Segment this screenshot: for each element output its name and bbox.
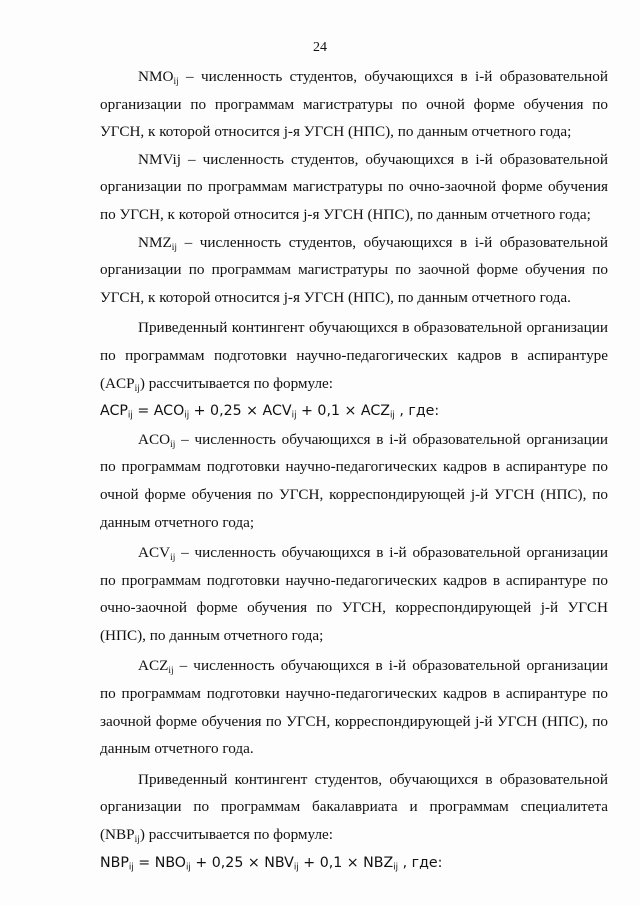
paragraph-nbp-intro: Приведенный контингент студентов, обучающихся в образовательной организации по программам бакалавриата и программам специалитета $(NBP_{ij})$ рассчитывается по формуле: (100, 770, 608, 845)
definition-acz: $ACZ_{ij}$ – численность обучающихся в i-й образовательной организации по программам подготовки научно-педагогических кадров в аспирантуре по заочной форме обучения по УГСН, корреспондирующей j-й УГСН (НПС), по данным отчетного года. (100, 657, 608, 758)
definition-nmz: $NMZ_{ij}$ – численность студентов, обучающихся в i-й образовательной организации по программам магистратуры по заочной форме обучения по УГСН, к которой относится j-я УГСН (НПС), по данным отчетного года. (100, 233, 608, 306)
definition-nmv: NMVij – численность студентов, обучающихся в i-й образовательной организации по программам магистратуры по очно-заочной форме обучения по УГСН, к которой относится j-я УГСН (НПС), по данным отчетного года; (100, 150, 608, 223)
formula-acp: $ACP_{ij} = ACO_{ij} + 0,25 \times ACV_{ij} + 0,1 \times ACZ_{ij}$ , где: (100, 403, 440, 421)
paragraph-acp-intro: Приведенный контингент обучающихся в образовательной организации по программам подготовки научно-педагогических кадров в аспирантуре $(ACP_{ij})$ рассчитывается по формуле: (100, 319, 608, 394)
definition-aco: $ACO_{ij}$ – численность обучающихся в i-й образовательной организации по программам подготовки научно-педагогических кадров в аспирантуре по очной форме обучения по УГСН, корреспондирующей j-й УГСН (НПС), по данным отчетного года; (100, 430, 608, 531)
document-body (100, 63, 608, 877)
page-number: 24 (313, 40, 327, 55)
formula-nbp: $NBP_{ij} = NBO_{ij} + 0,25 \times NBV_{ij} + 0,1 \times NBZ_{ij}$ , где: (100, 854, 443, 873)
definition-nmo: $NMO_{ij}$ – численность студентов, обучающихся в i-й образовательной организации по программам магистратуры по очной форме обучения по УГСН, к которой относится j-я УГСН (НПС), по данным отчетного года; (100, 68, 608, 141)
definition-acv: $ACV_{ij}$ – численность обучающихся в i-й образовательной организации по программам подготовки научно-педагогических кадров в аспирантуре по очно-заочной форме обучения по УГСН, корреспондирующей j-й УГСН (НПС), по данным отчетного года; (100, 544, 608, 644)
